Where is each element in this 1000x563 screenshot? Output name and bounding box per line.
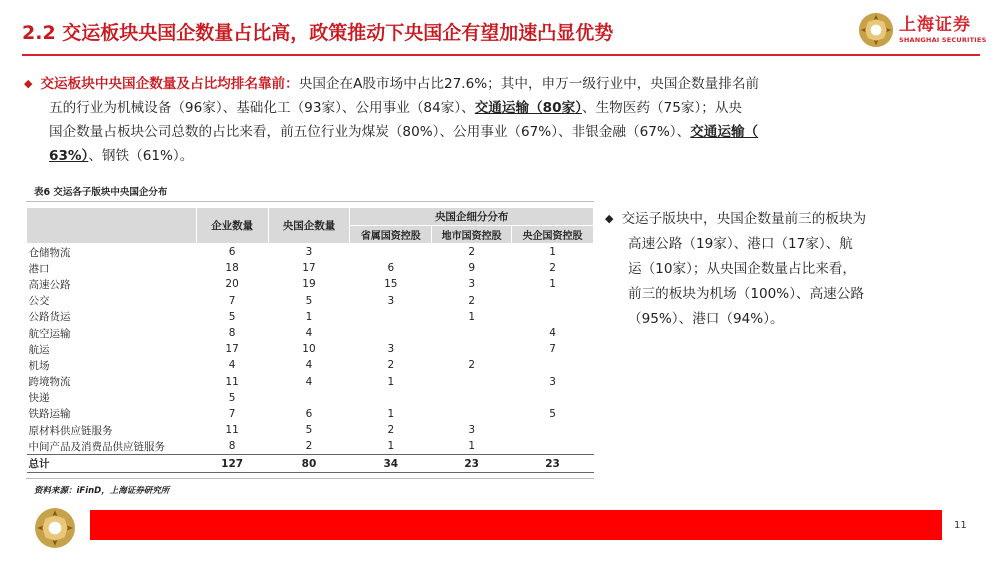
table-title: 表6 交运各子版块中央国企分布: [34, 187, 168, 198]
total-cell: 23: [512, 455, 594, 472]
table-bottom-rule: [26, 478, 594, 479]
row-label: 机场: [28, 359, 50, 372]
table-cell: [432, 406, 512, 422]
table-cell: 7: [228, 294, 236, 307]
table-cell: 5: [228, 391, 236, 404]
row-label: 港口: [28, 262, 50, 275]
table-cell: 8: [228, 327, 236, 340]
row-label: 高速公路: [28, 278, 71, 291]
table-row: [27, 406, 594, 422]
row-label: 仓储物流: [28, 246, 71, 259]
header-soe-breakdown: 央国企细分分布: [350, 208, 594, 226]
table-cell: [432, 325, 512, 341]
table-cell: 1: [387, 407, 395, 420]
title-divider: [22, 54, 980, 56]
table-top-rule: [26, 201, 594, 202]
table-cell: 6: [228, 246, 236, 259]
table-cell: [268, 390, 350, 406]
table-cell: 1: [549, 246, 556, 259]
table-cell: 2: [305, 440, 313, 453]
paragraph-text: 五的行业为机械设备（96家）、基础化工（93家）、公用事业（84家）、: [49, 100, 475, 116]
table-row: [27, 390, 594, 406]
table-row: [27, 341, 594, 357]
table-cell: 7: [228, 407, 236, 420]
footer-bar: [90, 510, 942, 540]
table-cell: [432, 390, 512, 406]
table-cell: [350, 244, 432, 261]
table-cell: 10: [302, 343, 316, 356]
side-note-text: 前三的板块为机场（100%）、高速公路: [628, 286, 864, 302]
table-row: [27, 325, 594, 341]
table-cell: 3: [305, 246, 313, 259]
paragraph-text: 国企数量占板块公司总数的占比来看，前五位行业为煤炭（80%）、公用事业（67%）、非银金融（67%）、: [49, 124, 691, 140]
table-cell: 4: [305, 359, 313, 372]
company-logo: [858, 8, 988, 52]
row-label: 航运: [28, 343, 50, 356]
table-cell: 2: [468, 294, 475, 307]
paragraph-lead: 交运板块中央国企数量及占比均排名靠前：: [40, 76, 299, 92]
table-cell: 1: [468, 440, 475, 453]
table-cell: 2: [468, 359, 475, 372]
table-cell: 19: [302, 278, 316, 291]
table-row: [27, 260, 594, 276]
table-row: [27, 276, 594, 292]
table-row: [27, 244, 594, 261]
page-title: 2.2 交运板块央国企数量占比高，政策推动下央国企有望加速凸显优势: [22, 22, 614, 44]
table-row: [27, 309, 594, 325]
row-label: 原材料供应链服务: [28, 424, 113, 437]
table-cell: [432, 341, 512, 357]
table-cell: 5: [228, 310, 236, 323]
paragraph-text: 、生物医药（75家）；从央: [582, 100, 743, 116]
table-cell: 5: [549, 407, 556, 420]
summary-paragraph: [24, 72, 964, 168]
diamond-bullet-icon: ◆: [24, 77, 33, 90]
side-note-text: 高速公路（19家）、港口（17家）、航: [628, 236, 853, 252]
header-soe-count: 央国企数量: [268, 208, 350, 244]
table-cell: 7: [549, 343, 556, 356]
row-label: 公交: [28, 295, 50, 308]
total-cell: 34: [350, 455, 432, 472]
table-cell: 17: [225, 343, 239, 356]
side-note-text: （95%）、港口（94%）。: [628, 311, 784, 327]
table-cell: 3: [387, 343, 395, 356]
header-provincial: 省属国资控股: [350, 226, 432, 244]
table-row: [27, 293, 594, 309]
table-cell: 1: [305, 310, 313, 323]
table-cell: 4: [305, 375, 313, 388]
table-cell: [512, 357, 594, 373]
table-cell: 1: [387, 440, 395, 453]
table-cell: 2: [468, 246, 475, 259]
total-cell: 127: [196, 455, 268, 472]
table-cell: [350, 390, 432, 406]
table-cell: 1: [387, 375, 395, 388]
table-cell: [512, 438, 594, 455]
row-label: 航空运输: [28, 327, 71, 340]
header-central: 央企国资控股: [512, 226, 594, 244]
logo-english-name: SHANGHAI SECURITIES: [899, 35, 987, 44]
table-cell: [432, 374, 512, 390]
header-company-count: 企业数量: [196, 208, 268, 244]
table-cell: 18: [225, 262, 239, 275]
table-row: [27, 422, 594, 438]
side-note-text: 交运子版块中，央国企数量前三的板块为: [621, 211, 867, 227]
logo-chinese-name: 上海证券: [899, 14, 971, 35]
table-cell: 17: [302, 262, 316, 275]
table-cell: [350, 309, 432, 325]
table-cell: 2: [387, 424, 395, 437]
table-row: [27, 374, 594, 390]
row-label: 公路货运: [28, 311, 71, 324]
table-cell: 3: [468, 424, 475, 437]
row-label: 中间产品及消费品供应链服务: [28, 440, 165, 453]
table-row: [27, 357, 594, 373]
total-label: 总计: [27, 455, 197, 472]
table-cell: 15: [384, 278, 398, 291]
table-cell: 3: [468, 278, 475, 291]
table-cell: 9: [468, 262, 475, 275]
table-cell: 4: [305, 327, 313, 340]
total-cell: 80: [268, 455, 350, 472]
table-cell: [512, 309, 594, 325]
table-cell: [350, 325, 432, 341]
table-cell: [512, 390, 594, 406]
soe-distribution-table: [26, 207, 594, 473]
table-cell: 5: [305, 424, 313, 437]
table-cell: 11: [225, 375, 239, 388]
table-cell: 2: [549, 262, 556, 275]
table-cell: [512, 422, 594, 438]
header-municipal: 地市国资控股: [432, 226, 512, 244]
highlight-transport-count: 交通运输（80家）: [474, 100, 582, 116]
data-source: 资料来源：iFinD，上海证券研究所: [34, 486, 170, 496]
table-cell: 3: [549, 375, 556, 388]
row-label: 铁路运输: [28, 408, 71, 421]
highlight-transport-share: 交通运输（: [690, 124, 759, 140]
table-cell: 2: [387, 359, 395, 372]
row-label: 快递: [28, 392, 50, 405]
row-label: 跨境物流: [28, 376, 71, 389]
table-cell: 5: [305, 294, 313, 307]
total-cell: 23: [432, 455, 512, 472]
table-cell: [512, 293, 594, 309]
table-cell: 4: [228, 359, 236, 372]
side-note: [605, 206, 935, 332]
table-cell: 3: [387, 294, 395, 307]
table-cell: 8: [228, 440, 236, 453]
total-row: [27, 455, 594, 472]
table-cell: 1: [468, 310, 475, 323]
table-cell: 6: [305, 407, 313, 420]
highlight-transport-share-value: 63%）: [49, 148, 89, 164]
side-note-text: 运（10家）；从央国企数量占比来看，: [628, 261, 856, 277]
header-blank: [27, 208, 197, 244]
table-cell: 4: [549, 327, 556, 340]
table-row: [27, 438, 594, 455]
page-number: 11: [954, 520, 967, 531]
table-cell: 1: [549, 278, 556, 291]
paragraph-text: 央国企在A股市场中占比27.6%；其中，申万一级行业中，央国企数量排名前: [298, 76, 760, 92]
table-cell: 20: [225, 278, 239, 291]
paragraph-text: 、钢铁（61%）。: [88, 148, 194, 164]
diamond-bullet-icon: ◆: [605, 212, 614, 225]
footer-logo-icon: [34, 507, 76, 549]
logo-mark-icon: [858, 12, 894, 48]
table-cell: 11: [225, 424, 239, 437]
table-cell: 6: [387, 262, 395, 275]
